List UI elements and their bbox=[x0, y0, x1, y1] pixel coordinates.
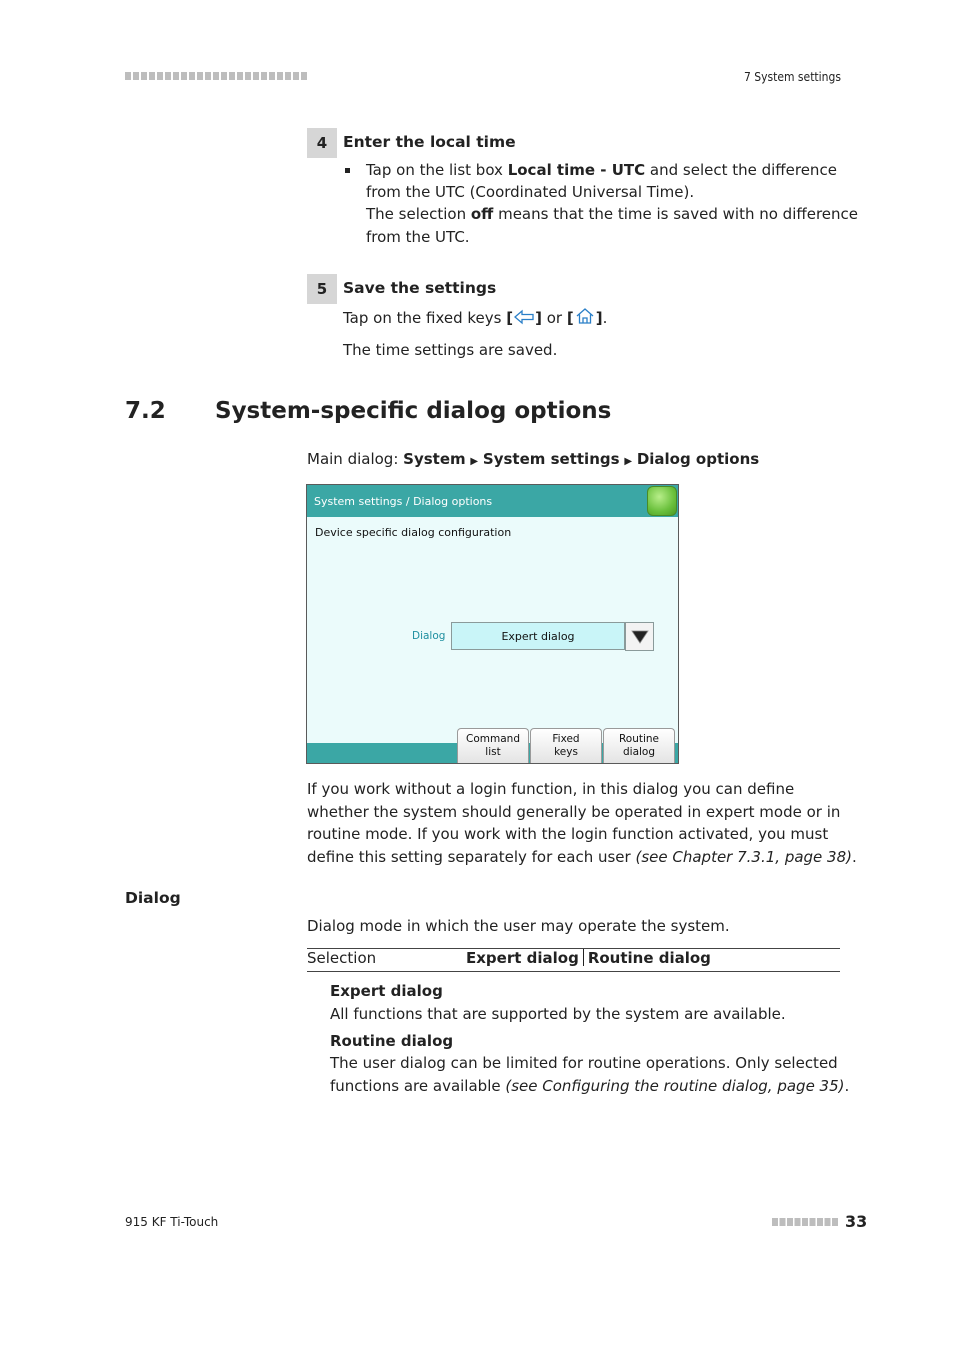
dialog-select[interactable]: Expert dialog bbox=[451, 622, 625, 650]
selection-label: Selection bbox=[307, 949, 377, 967]
body-text: whether the system should generally be operated in expert mode or in bbox=[307, 803, 841, 821]
status-led-icon bbox=[647, 486, 677, 516]
step-number: 4 bbox=[307, 128, 337, 158]
body-text: define this setting separately for each user (see Chapter 7.3.1, page 38). bbox=[307, 848, 857, 866]
body-text: routine mode. If you work with the login function activated, you must bbox=[307, 825, 829, 843]
step-text: The selection off means that the time is saved with no difference bbox=[366, 205, 858, 223]
command-list-button[interactable]: Command list bbox=[457, 728, 529, 763]
option-title: Expert dialog bbox=[330, 982, 443, 1000]
chevron-down-icon bbox=[631, 630, 649, 644]
page-number: 33 bbox=[845, 1212, 868, 1231]
bullet bbox=[345, 168, 350, 173]
step-result: The time settings are saved. bbox=[343, 341, 558, 359]
screen-subtitle: Device specific dialog configuration bbox=[315, 526, 512, 539]
screen-title: System settings / Dialog options bbox=[314, 495, 493, 508]
routine-dialog-button[interactable]: Routine dialog bbox=[603, 728, 675, 763]
option-description: The user dialog can be limited for routine operations. Only selected bbox=[330, 1054, 838, 1072]
footer-decoration bbox=[772, 1218, 839, 1226]
step-text: from the UTC. bbox=[366, 228, 470, 246]
option-title: Routine dialog bbox=[330, 1032, 454, 1050]
dropdown-button[interactable] bbox=[625, 622, 654, 651]
step-text: from the UTC (Coordinated Universal Time). bbox=[366, 183, 695, 201]
menu-path: Main dialog: System ▶ System settings ▶ Dialog options bbox=[307, 450, 760, 468]
section-title: System-specific dialog options bbox=[215, 398, 612, 424]
step-number: 5 bbox=[307, 274, 337, 304]
step-title: Save the settings bbox=[343, 279, 497, 297]
parameter-description: Dialog mode in which the user may operate the system. bbox=[307, 917, 730, 935]
parameter-name: Dialog bbox=[125, 889, 181, 907]
option-description: functions are available (see Configuring the routine dialog, page 35). bbox=[330, 1077, 850, 1095]
step-title: Enter the local time bbox=[343, 133, 516, 151]
footer-product: 915 KF Ti-Touch bbox=[125, 1215, 219, 1229]
home-icon bbox=[574, 307, 596, 325]
option-description: All functions that are supported by the system are available. bbox=[330, 1005, 786, 1023]
section-number: 7.2 bbox=[125, 398, 166, 424]
fixed-keys-button[interactable]: Fixed keys bbox=[530, 728, 602, 763]
selection-options: Expert dialog Routine dialog bbox=[466, 949, 711, 967]
header-section: 7 System settings bbox=[743, 70, 841, 84]
table-rule bbox=[307, 971, 840, 972]
device-screen bbox=[306, 484, 679, 764]
body-text: If you work without a login function, in this dialog you can define bbox=[307, 780, 795, 798]
back-arrow-icon bbox=[513, 309, 535, 325]
dialog-field-label: Dialog bbox=[412, 630, 446, 642]
header-decoration bbox=[125, 72, 307, 80]
step-text: Tap on the list box Local time - UTC and select the difference bbox=[366, 161, 837, 179]
step-text: Tap on the fixed keys [ ] or [ ]. bbox=[343, 309, 608, 327]
